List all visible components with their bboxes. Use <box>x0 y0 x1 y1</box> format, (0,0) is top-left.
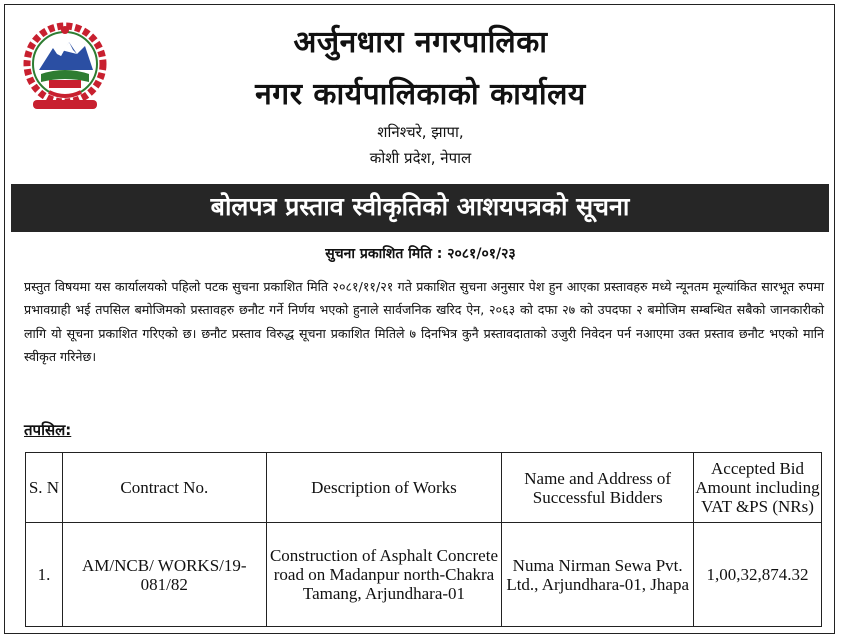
bid-table <box>25 452 822 627</box>
tapasil-heading: तपसिल: <box>24 421 72 439</box>
header-sn: S. N <box>26 453 63 523</box>
header-amount: Accepted Bid Amount including VAT &PS (NRs) <box>694 453 822 523</box>
header-description: Description of Works <box>266 453 502 523</box>
cell-contract: AM/NCB/ WORKS/19-081/82 <box>62 523 266 627</box>
cell-amount: 1,00,32,874.32 <box>694 523 822 627</box>
cell-bidder: Numa Nirman Sewa Pvt. Ltd., Arjundhara-01, Jhapa <box>502 523 694 627</box>
header-contract: Contract No. <box>62 453 266 523</box>
cell-description: Construction of Asphalt Concrete road on Madanpur north-Chakra Tamang, Arjundhara-01 <box>266 523 502 627</box>
publication-date: सुचना प्रकाशित मिति : २०८१/०१/२३ <box>325 246 516 262</box>
address-line-2: कोशी प्रदेश, नेपाल <box>369 149 472 167</box>
cell-sn: 1. <box>26 523 63 627</box>
notice-body: प्रस्तुत विषयमा यस कार्यालयको पहिलो पटक सुचना प्रकाशित मिति २०८१/११/२१ गते प्रकाशित सुचना अनुसार पेश हुन आएका प्रस्तावहरु मध्ये न्यूनतम मूल्यांकित सारभूत रुपमा प्रभावग्राही भई तपसिल बमोजिमको प्रस्तावहरु छनौट गर्ने निर्णय भएको हुनाले सार्वजनिक खरिद ऐन, २०६३ को दफा २७ को उपदफा २ बमोजिम सम्बन्धित सबैको जानकारीको लागि यो सूचना प्रकाशित गरिएको छ। छनौट प्रस्ताव विरुद्ध सूचना प्रकाशित मितिले ७ दिनभित्र कुनै प्रस्तावदाताको उजुरी निवेदन पर्न नआएमा उक्त प्रस्ताव छनौट भएको मानि स्वीकृत गरिनेछ। <box>24 279 824 365</box>
notice-title-banner: बोलपत्र प्रस्ताव स्वीकृतिको आशयपत्रको सूचना <box>11 184 829 232</box>
address-line-1: शनिश्चरे, झापा, <box>377 123 464 141</box>
table-header-row <box>26 453 822 523</box>
table-row <box>26 523 822 627</box>
header-bidder: Name and Address of Successful Bidders <box>502 453 694 523</box>
municipality-name: अर्जुनधारा नगरपालिका <box>293 25 548 60</box>
office-name: नगर कार्यपालिकाको कार्यालय <box>255 77 586 112</box>
